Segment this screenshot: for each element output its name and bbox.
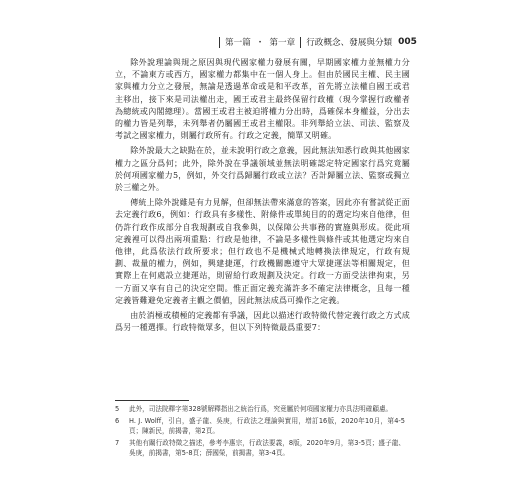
header-chapter: 第一章 [269,38,296,48]
header-separator: ・ [255,38,265,48]
footnote [115,404,405,414]
footnote-text: 此外，司法院釋字第328號解釋指出之統治行爲，究竟屬於何項國家權力亦具法明確顧慮。 [129,405,393,413]
footnote-number: 7 [115,439,120,447]
footnote-number: 5 [115,405,120,413]
paragraph: 由於消極或積極的定義都有爭議，因此以描述行政特徵代替定義行政之方式成爲另一種選擇。行政特徵眾多，但以下列特徵最爲重要7： [115,311,410,333]
footnote-text: 其他有關行政特徵之描述，參考李惠宗，行政法要義，8版，2020年9月，第3-5頁；盛子龍、吳庚，前揭書，第5-8頁；薛國榮，前揭書，第3-4頁。 [129,439,405,457]
footnote [115,416,405,436]
header-part: 第一篇 [225,38,251,48]
header-title: 行政概念、發展與分類 [306,38,393,48]
body-text [115,57,410,337]
footnote [115,438,405,458]
header-divider [219,37,220,48]
paragraph: 除外說最大之缺點在於，並未說明行政之意義，因此無法知悉行政與其他國家權力之區分爲何；此外，除外說在爭議領域並無法明確認定特定國家行爲究竟屬於何項國家權力5，例如，外交行爲歸屬行政或立法？否計歸屬立法、監察或獨立於三權之外。 [115,146,410,193]
running-header [214,36,417,48]
paragraph: 除外說理論與規之原因與現代國家權力發展有關，早期國家權力並無權力分立，不論東方或西方，國家權力都集中在一個人身上。但由於國民主權、民主國家與權力分立之發展，無論是透過革命或是和平改革，首先將立法權自國王或君主移出，接下來是司法權出走，國王或君主最終保留行政權（現今掌握行政權者為總統或內閣總理）。當國王或君主被迫將權力分出時，爲確保本身權益，分出去的權力皆是列舉，未列舉者仍屬國王或君主權限。非列舉給立法、司法、監察及考試之國家權力，則屬行政所有。行政之定義，簡單又明確。 [115,58,410,141]
paragraph: 傳統上除外說雖是有力見解，但卻無法帶來滿意的答案，因此亦有嘗試從正面去定義行政6，例如：行政具有多樣性、附條件或單純目的的選定均來自他律，但仍許行政作成部分自我規劃或自我參與，以保障公共事務的實施與形成。從此項定義裡可以得出兩項重點：行政是他律，不論是多樣性與條件或其他選定均來自他律，此爲依法行政所要求；但行政也不是機械式地轉換法律規定，行政有規劃、裁量的權力，例如，興建捷運，行政機關應遵守大眾捷運法等相關規定，但實際上在何處設立捷運站，則留給行政規劃及決定。行政一方面受法律拘束，另一方面又享有自己的決定空間。惟正面定義充滿許多不確定法律概念，且每一種定義皆難避免定義者主觀之價値，因此無法成爲可操作之定義。 [115,198,410,305]
footnote-number: 6 [115,417,120,425]
header-divider [300,37,301,48]
page-number: 005 [398,37,417,47]
footnote-rule [115,400,189,401]
footnotes [115,404,405,460]
footnote-text: H. J. Wolff，引自，盛子龍、吳庚，行政法之理論與實用，增訂16版，2020年10月，第4-5頁；陳新民，前揭書，第2頁。 [129,417,405,435]
